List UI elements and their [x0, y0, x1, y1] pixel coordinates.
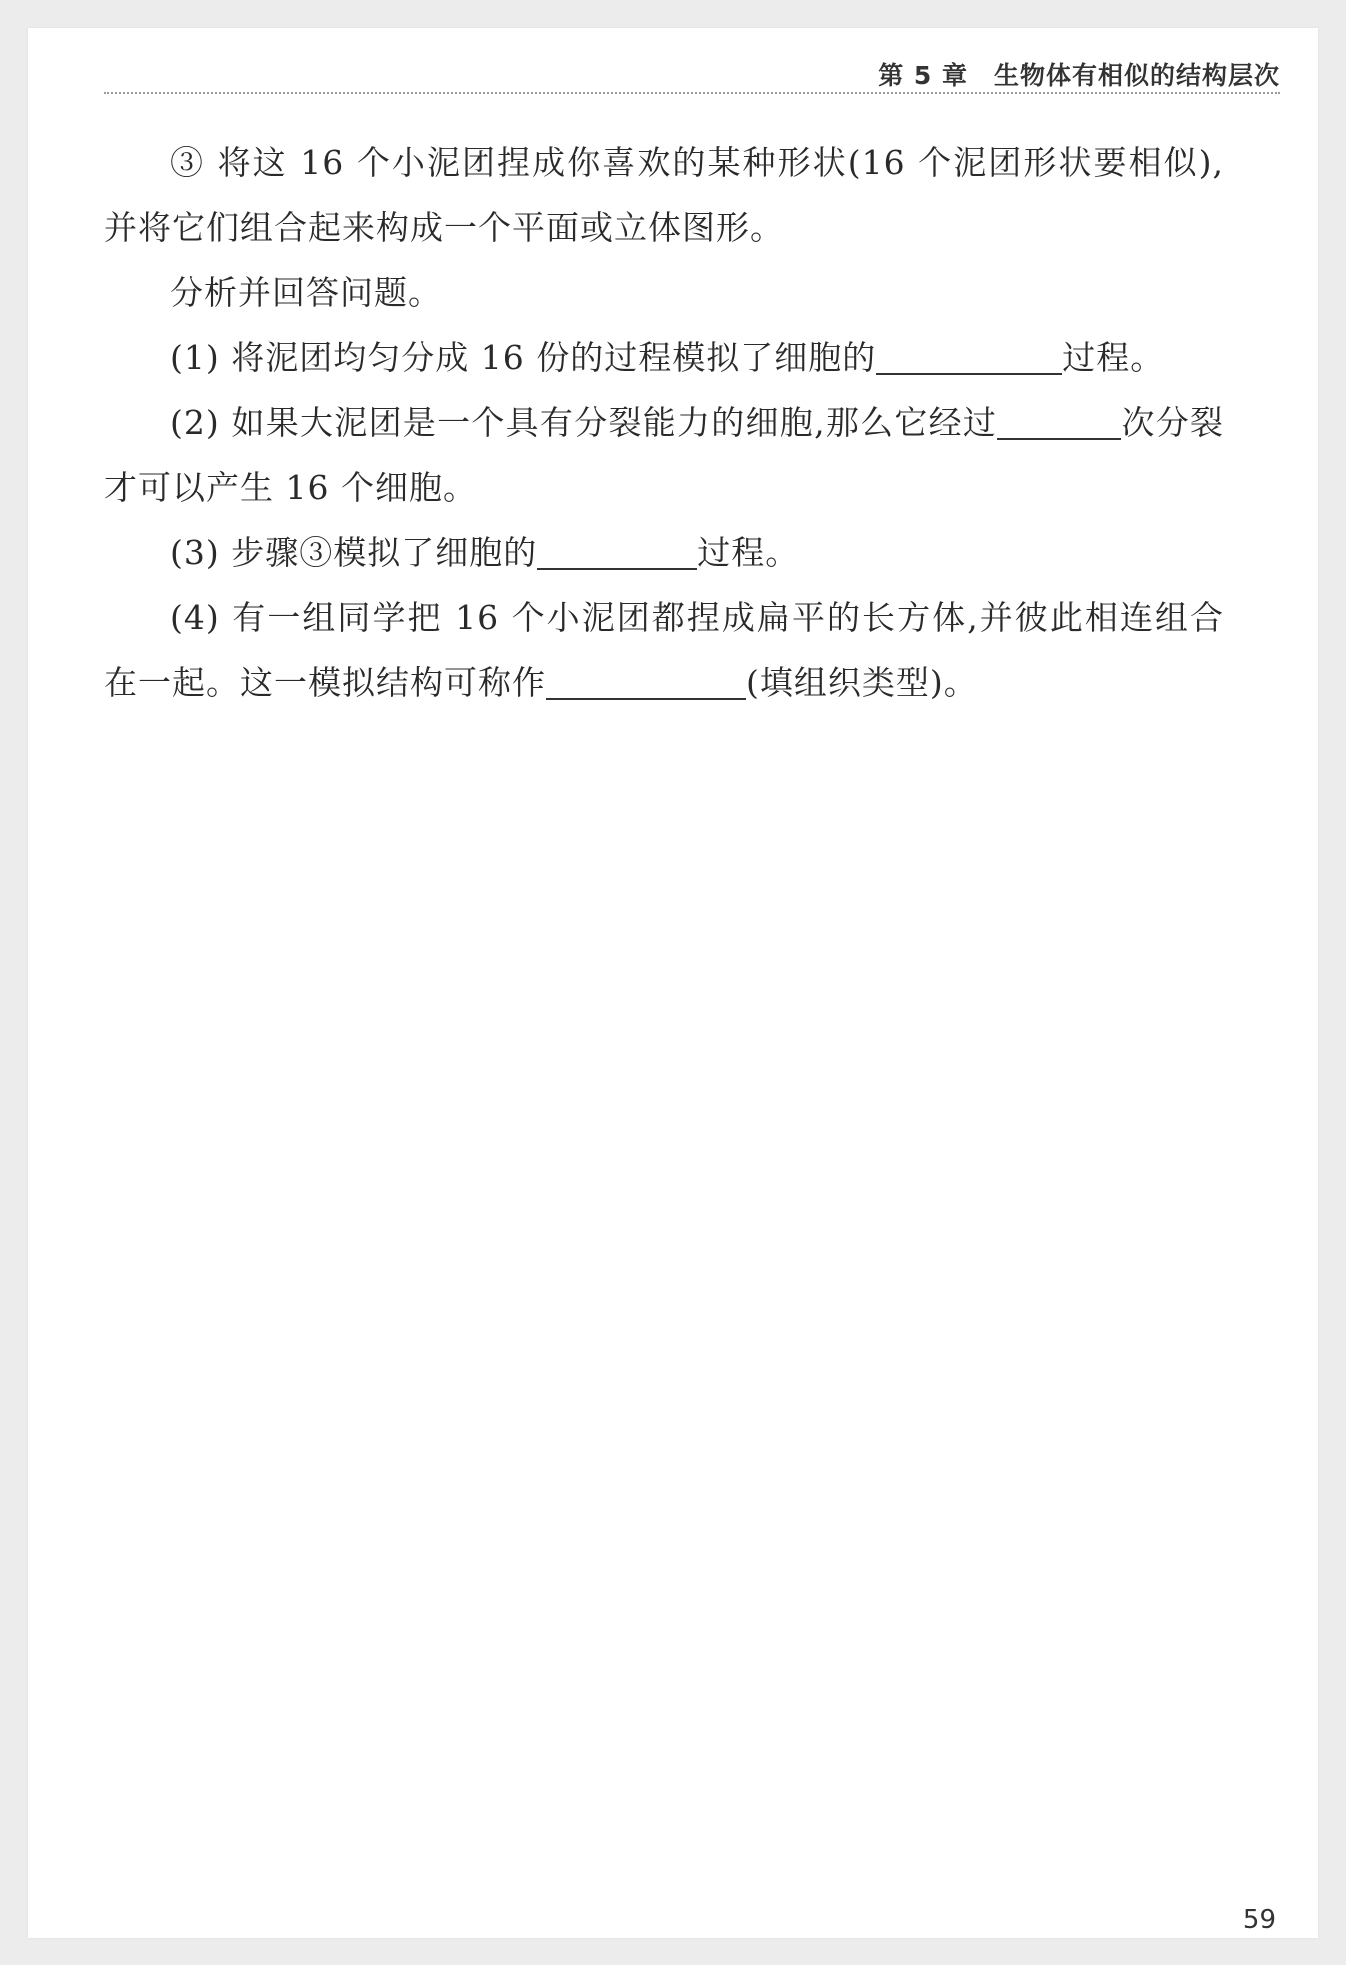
page-content: [104, 130, 1224, 715]
question-4-tail: (填组织类型)。: [746, 663, 978, 702]
question-2-text: (2) 如果大泥团是一个具有分裂能力的细胞,那么它经过: [170, 403, 998, 442]
page-number: 59: [1242, 1905, 1276, 1935]
question-1-text: (1) 将泥团均匀分成 16 份的过程模拟了细胞的: [170, 338, 877, 377]
analysis-prompt: 分析并回答问题。: [170, 273, 442, 312]
question-4-text: (4) 有一组同学把 16 个小泥团都捏成扁平的长方体,并彼此相连组合在一起。这一模拟结构可称作: [104, 598, 1224, 702]
question-2: [104, 390, 1224, 520]
chapter-title: 第 5 章 生物体有相似的结构层次: [878, 61, 1280, 90]
question-1: [104, 325, 1224, 390]
answer-blank-3[interactable]: [537, 528, 697, 570]
question-3-tail: 过程。: [697, 533, 800, 572]
answer-blank-2[interactable]: [997, 398, 1121, 440]
question-2-tail: 次分裂才可以产生 16 个细胞。: [104, 403, 1224, 507]
answer-blank-4[interactable]: [546, 658, 746, 700]
question-3: [104, 520, 1224, 585]
answer-blank-1[interactable]: [876, 333, 1062, 375]
page-header: [104, 52, 1280, 94]
step-3-text: ③ 将这 16 个小泥团捏成你喜欢的某种形状(16 个泥团形状要相似),并将它们组合起来构成一个平面或立体图形。: [104, 143, 1224, 247]
question-4: [104, 585, 1224, 715]
question-3-text: (3) 步骤③模拟了细胞的: [170, 533, 538, 572]
question-1-tail: 过程。: [1062, 338, 1165, 377]
